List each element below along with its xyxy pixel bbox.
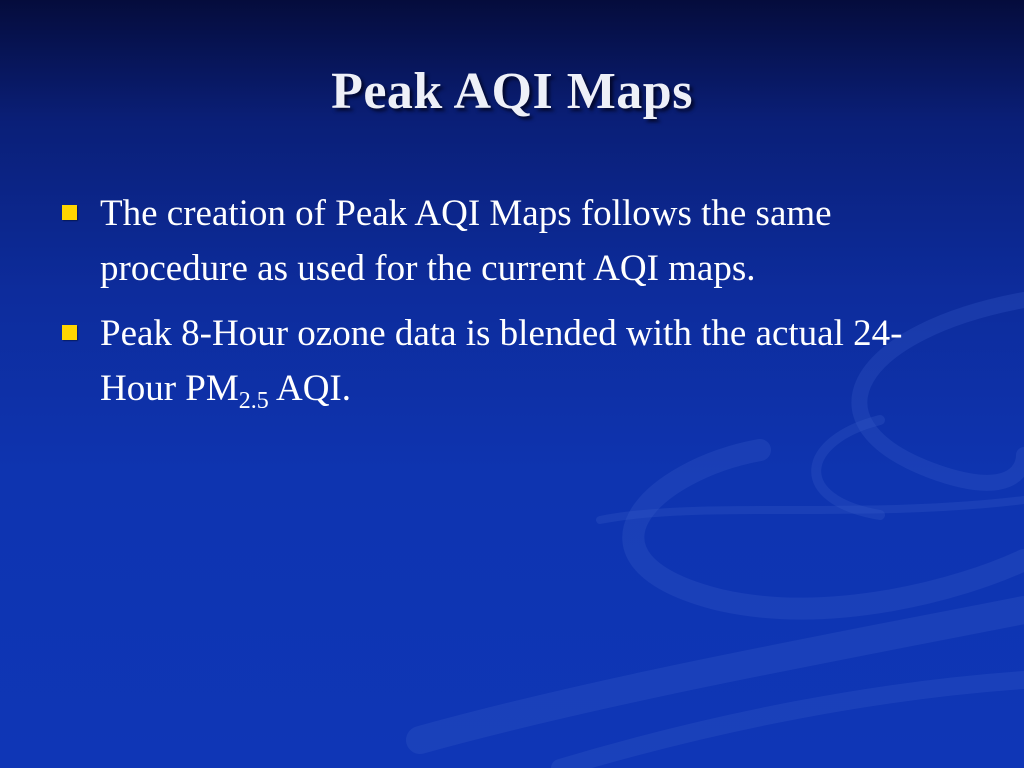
bullet-item-peak-aqi-creation bbox=[62, 186, 912, 296]
bullet-item-ozone-blending bbox=[62, 306, 912, 416]
bullet-text-after-subscript: AQI. bbox=[268, 368, 352, 409]
pm-subscript: 2.5 bbox=[238, 388, 269, 414]
square-bullet-icon bbox=[62, 205, 77, 220]
bullet-text-before-subscript: Peak 8-Hour ozone data is blended with the actual 24-Hour PM bbox=[100, 313, 903, 409]
slide-title: Peak AQI Maps bbox=[331, 63, 693, 120]
square-bullet-icon bbox=[62, 325, 77, 340]
bullet-list bbox=[62, 186, 912, 426]
bullet-text: The creation of Peak AQI Maps follows the same procedure as used for the current AQI maps. bbox=[100, 193, 832, 289]
